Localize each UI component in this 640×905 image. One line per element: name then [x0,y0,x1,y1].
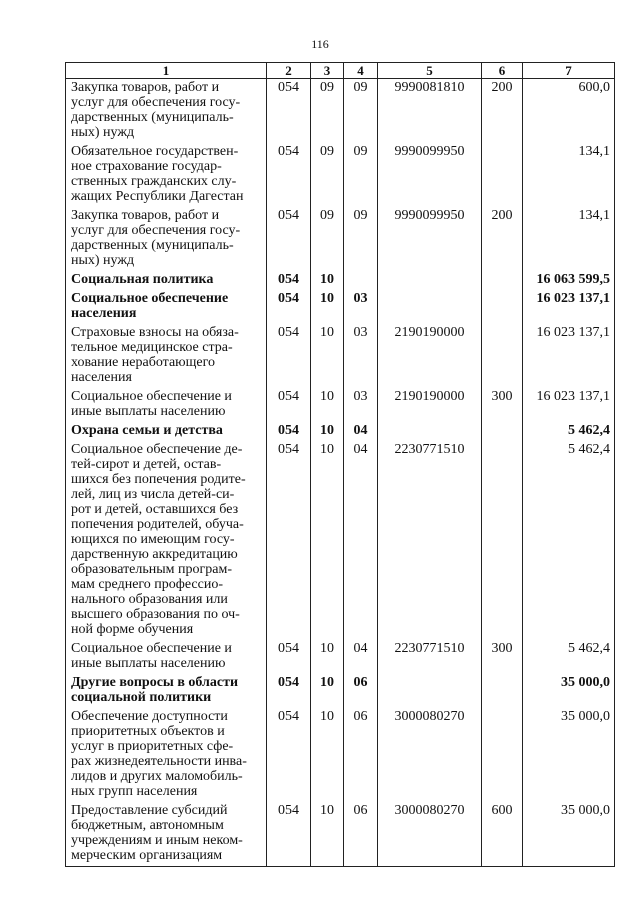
chapter-cell: 054 [267,674,311,708]
amount-cell: 5 462,4 [523,441,615,640]
subsection-cell: 09 [344,79,378,144]
target-article-cell: 2230771510 [378,640,482,674]
chapter-cell: 054 [267,422,311,441]
chapter-cell: 054 [267,441,311,640]
name-cell: Закупка товаров, работ и услуг для обеспечения госу- дарственных (муниципаль- ных) нужд [66,207,267,271]
name-cell: Обязательное государствен- ное страхование государ- ственных гражданских слу- жащих Республики Дагестан [66,143,267,207]
table-row [66,290,615,324]
amount-cell: 5 462,4 [523,640,615,674]
amount-cell: 35 000,0 [523,674,615,708]
expense-type-cell [482,143,523,207]
section-cell: 10 [311,422,344,441]
table-row [66,674,615,708]
target-article-cell: 9990099950 [378,207,482,271]
expense-type-cell [482,271,523,290]
amount-cell: 16 023 137,1 [523,388,615,422]
expense-type-cell [482,422,523,441]
target-article-cell [378,422,482,441]
table-row [66,143,615,207]
page-number: 116 [311,37,329,51]
section-cell: 10 [311,708,344,802]
table-row [66,802,615,867]
subsection-cell: 04 [344,422,378,441]
subsection-cell: 03 [344,290,378,324]
target-article-cell: 3000080270 [378,708,482,802]
target-article-cell: 2190190000 [378,324,482,388]
name-cell: Предоставление субсидий бюджетным, автономным учреждениям и иным неком- мерческим организациям [66,802,267,867]
subsection-cell: 09 [344,143,378,207]
column-header-6: 6 [482,63,523,79]
section-cell: 10 [311,802,344,867]
name-cell: Социальное обеспечение и иные выплаты населению [66,640,267,674]
section-cell: 10 [311,674,344,708]
target-article-cell: 2230771510 [378,441,482,640]
expense-type-cell: 200 [482,207,523,271]
table-header-row [66,63,615,79]
chapter-cell: 054 [267,640,311,674]
amount-cell: 5 462,4 [523,422,615,441]
amount-cell: 35 000,0 [523,708,615,802]
expense-type-cell [482,708,523,802]
expense-type-cell: 300 [482,640,523,674]
table-row [66,708,615,802]
table-row [66,640,615,674]
chapter-cell: 054 [267,324,311,388]
section-cell: 10 [311,640,344,674]
subsection-cell: 03 [344,388,378,422]
section-cell: 09 [311,79,344,144]
column-header-2: 2 [267,63,311,79]
column-header-5: 5 [378,63,482,79]
name-cell: Социальное обеспечение населения [66,290,267,324]
chapter-cell: 054 [267,802,311,867]
target-article-cell [378,290,482,324]
section-cell: 10 [311,271,344,290]
target-article-cell [378,271,482,290]
subsection-cell: 06 [344,708,378,802]
chapter-cell: 054 [267,79,311,144]
amount-cell: 35 000,0 [523,802,615,867]
section-cell: 10 [311,324,344,388]
target-article-cell: 9990081810 [378,79,482,144]
table-row [66,324,615,388]
table-row [66,79,615,144]
target-article-cell: 2190190000 [378,388,482,422]
name-cell: Социальная политика [66,271,267,290]
name-cell: Обеспечение доступности приоритетных объектов и услуг в приоритетных сфе- рах жизнедеятельности инва- лидов и других маломобиль- ных групп населения [66,708,267,802]
column-header-3: 3 [311,63,344,79]
section-cell: 09 [311,207,344,271]
table-row [66,388,615,422]
section-cell: 10 [311,290,344,324]
name-cell: Закупка товаров, работ и услуг для обеспечения госу- дарственных (муниципаль- ных) нужд [66,79,267,144]
budget-table [65,62,615,867]
expense-type-cell [482,290,523,324]
subsection-cell: 04 [344,640,378,674]
subsection-cell: 04 [344,441,378,640]
target-article-cell [378,674,482,708]
table-row [66,271,615,290]
chapter-cell: 054 [267,290,311,324]
column-header-4: 4 [344,63,378,79]
section-cell: 09 [311,143,344,207]
table-row [66,422,615,441]
expense-type-cell [482,674,523,708]
expense-type-cell [482,441,523,640]
subsection-cell [344,271,378,290]
chapter-cell: 054 [267,708,311,802]
name-cell: Другие вопросы в области социальной политики [66,674,267,708]
table-row [66,441,615,640]
section-cell: 10 [311,441,344,640]
column-header-7: 7 [523,63,615,79]
amount-cell: 16 023 137,1 [523,290,615,324]
name-cell: Социальное обеспечение де- тей-сирот и детей, остав- шихся без попечения родите- лей, лиц из числа детей-си- рот и детей, оставшихся без попечения родителей, обуча- ющихся по имеющим госу- дарственную аккредитацию образовательным програм- мам среднего профессио- нального образования или высшего образования по оч- ной форме обучения [66,441,267,640]
name-cell: Охрана семьи и детства [66,422,267,441]
expense-type-cell: 200 [482,79,523,144]
amount-cell: 134,1 [523,143,615,207]
table-body [66,79,615,867]
section-cell: 10 [311,388,344,422]
amount-cell: 600,0 [523,79,615,144]
expense-type-cell: 300 [482,388,523,422]
expense-type-cell: 600 [482,802,523,867]
target-article-cell: 3000080270 [378,802,482,867]
amount-cell: 16 023 137,1 [523,324,615,388]
chapter-cell: 054 [267,207,311,271]
name-cell: Социальное обеспечение и иные выплаты населению [66,388,267,422]
target-article-cell: 9990099950 [378,143,482,207]
subsection-cell: 06 [344,674,378,708]
table-row [66,207,615,271]
subsection-cell: 03 [344,324,378,388]
expense-type-cell [482,324,523,388]
column-header-1: 1 [66,63,267,79]
chapter-cell: 054 [267,271,311,290]
chapter-cell: 054 [267,143,311,207]
subsection-cell: 09 [344,207,378,271]
subsection-cell: 06 [344,802,378,867]
amount-cell: 16 063 599,5 [523,271,615,290]
amount-cell: 134,1 [523,207,615,271]
chapter-cell: 054 [267,388,311,422]
name-cell: Страховые взносы на обяза- тельное медицинское стра- хование неработающего населения [66,324,267,388]
